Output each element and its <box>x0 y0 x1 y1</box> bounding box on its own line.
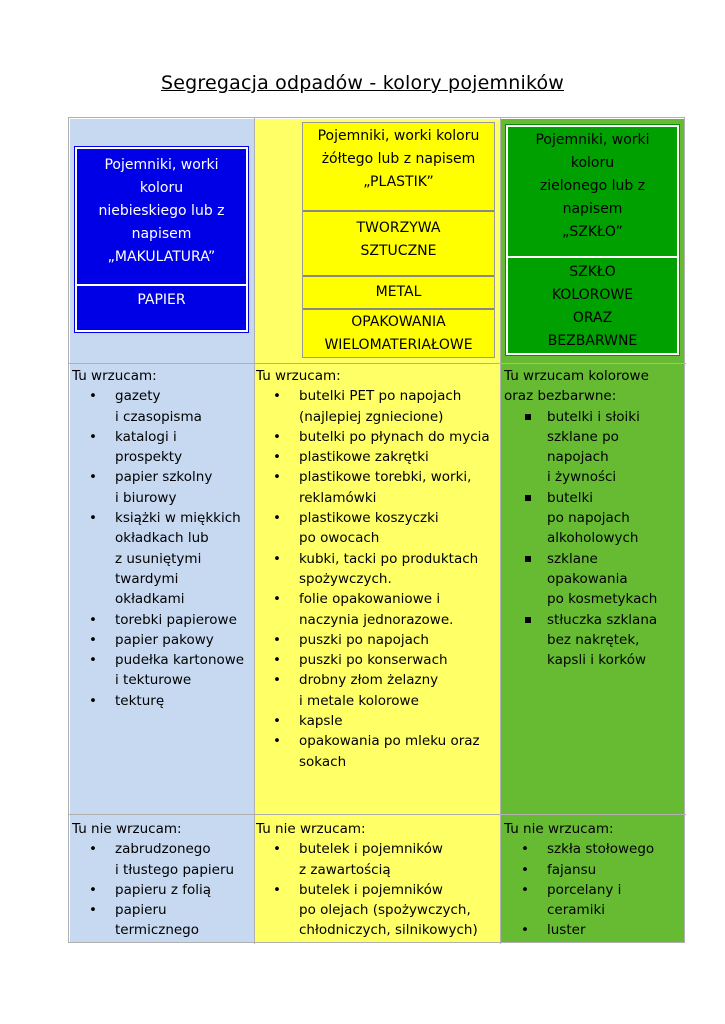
list-item <box>504 860 684 880</box>
list-item-line: opakowania <box>547 570 628 587</box>
list-item-line: drobny złom żelazny <box>299 672 439 689</box>
box-separator <box>303 275 494 277</box>
list-item-line: butelki <box>547 489 594 506</box>
list-item-line: z usuniętymi <box>115 550 202 567</box>
list-item <box>256 508 499 549</box>
bullet-icon: • <box>273 652 281 669</box>
list-item <box>256 650 499 670</box>
box-separator <box>303 308 494 310</box>
list-item <box>72 467 252 508</box>
list-item-line: papieru z folią <box>115 881 212 898</box>
list-item-line: twardymi <box>115 570 179 587</box>
bullet-icon: • <box>273 631 281 648</box>
glass-label-line: BEZBARWNE <box>547 333 638 349</box>
bullet-icon: • <box>521 861 529 878</box>
glass-label-line: SZKŁO <box>569 264 616 280</box>
box-separator <box>508 256 677 258</box>
list-item <box>504 839 684 859</box>
list-item-line: plastikowe koszyczki <box>299 510 439 527</box>
bullet-icon: • <box>273 733 281 750</box>
plastic-box-line: Pojemniki, worki koloru <box>317 128 480 144</box>
glass-no-items <box>504 839 684 940</box>
list-item-line: prospekty <box>115 449 183 466</box>
list-item <box>504 407 684 488</box>
glass-box-line: napisem <box>562 201 623 217</box>
list-item-line: butelek i pojemników <box>299 881 443 898</box>
grid-line <box>69 814 686 815</box>
list-item <box>72 630 252 650</box>
plastic-yes-list <box>256 366 499 772</box>
bullet-icon: • <box>273 841 281 858</box>
list-item-line: po napojach <box>547 510 630 527</box>
list-item-line: tekturę <box>115 692 165 709</box>
bullet-icon: • <box>273 672 281 689</box>
list-item <box>504 549 684 610</box>
glass-box-line: Pojemniki, worki <box>535 132 650 148</box>
paper-box-line: niebieskiego lub z <box>98 203 225 219</box>
square-bullet-icon <box>525 414 531 420</box>
list-item-line: spożywczych. <box>299 570 392 587</box>
bullet-icon: • <box>273 881 281 898</box>
square-bullet-icon <box>525 556 531 562</box>
bullet-icon: • <box>89 510 97 527</box>
list-item-line: bez nakrętek, <box>547 631 640 648</box>
paper-yes-items <box>72 386 252 711</box>
list-item <box>256 670 499 711</box>
list-item <box>72 839 252 880</box>
paper-box-line: „MAKULATURA” <box>107 249 216 265</box>
bullet-icon: • <box>89 469 97 486</box>
list-item-line: naczynia jednorazowe. <box>299 611 454 628</box>
list-item-line: okładkach lub <box>115 530 209 547</box>
list-item <box>504 920 684 940</box>
plastic-label-line: SZTUCZNE <box>360 243 437 259</box>
bullet-icon: • <box>89 631 97 648</box>
list-item-line: z zawartością <box>299 861 391 878</box>
list-item-line: kubki, tacki po produktach <box>299 550 479 567</box>
list-item-line: okładkami <box>115 591 185 608</box>
list-item <box>256 549 499 590</box>
square-bullet-icon <box>525 617 531 623</box>
glass-yes-list <box>504 366 684 670</box>
page-title: Segregacja odpadów - kolory pojemników <box>160 72 565 94</box>
list-item-line: sokach <box>299 753 347 770</box>
list-item-line: po owocach <box>299 530 380 547</box>
paper-no-list <box>72 819 252 941</box>
bullet-icon: • <box>521 922 529 939</box>
list-item <box>72 691 252 711</box>
paper-no-items <box>72 839 252 940</box>
list-item-line: alkoholowych <box>547 530 639 547</box>
glass-box-line: koloru <box>570 155 615 171</box>
glass-label-line: KOLOROWE <box>551 287 634 303</box>
list-item-line: butelki i słoiki <box>547 408 640 425</box>
list-item-line: książki w miękkich <box>115 510 241 527</box>
bullet-icon: • <box>89 611 97 628</box>
list-item-line: napojach <box>547 449 609 466</box>
list-item <box>256 630 499 650</box>
bullet-icon: • <box>273 713 281 730</box>
paper-label: PAPIER <box>137 292 186 308</box>
glass-box-line: „SZKŁO” <box>562 224 623 240</box>
bullet-icon: • <box>273 449 281 466</box>
paper-yes-list <box>72 366 252 711</box>
list-item-line: folie opakowaniowe i <box>299 591 441 608</box>
plastic-no-header: Tu nie wrzucam: <box>256 821 366 837</box>
list-item <box>72 508 252 609</box>
list-item-line: reklamówki <box>299 489 377 506</box>
bullet-icon: • <box>89 881 97 898</box>
list-item-line: katalogi i <box>115 428 177 445</box>
bullet-icon: • <box>521 841 529 858</box>
bullet-icon: • <box>89 388 97 405</box>
bullet-icon: • <box>89 428 97 445</box>
plastic-no-list <box>256 819 499 941</box>
bullet-icon: • <box>273 469 281 486</box>
list-item-line: stłuczka szklana <box>547 611 658 628</box>
bullet-icon: • <box>89 652 97 669</box>
box-separator <box>303 210 494 212</box>
paper-box-line: napisem <box>131 226 192 242</box>
plastic-yes-items <box>256 386 499 772</box>
bullet-icon: • <box>89 902 97 919</box>
list-item-line: termicznego <box>115 922 200 939</box>
list-item <box>72 386 252 427</box>
bullet-icon: • <box>89 841 97 858</box>
list-item-line: i tekturowe <box>115 672 192 689</box>
glass-no-list <box>504 819 684 941</box>
bullet-icon: • <box>273 510 281 527</box>
list-item <box>256 467 499 508</box>
bullet-icon: • <box>273 428 281 445</box>
list-item-line: plastikowe zakrętki <box>299 449 429 466</box>
list-item <box>256 589 499 630</box>
list-item <box>504 610 684 671</box>
list-item <box>72 427 252 468</box>
list-item-line: puszki po napojach <box>299 631 429 648</box>
list-item-line: po kosmetykach <box>547 591 658 608</box>
list-item <box>256 731 499 772</box>
list-item <box>256 386 499 427</box>
grid-line <box>500 118 501 944</box>
list-item <box>72 610 252 630</box>
list-item-line: porcelany i <box>547 881 622 898</box>
glass-yes-header: Tu wrzucam kolorowe <box>504 368 649 384</box>
bullet-icon: • <box>273 591 281 608</box>
glass-yes-header: oraz bezbarwne: <box>504 388 617 405</box>
multimaterial-label-line: WIELOMATERIAŁOWE <box>324 337 473 353</box>
list-item-line: (najlepiej zgniecione) <box>299 408 444 425</box>
list-item-line: butelek i pojemników <box>299 841 443 858</box>
glass-no-header: Tu nie wrzucam: <box>504 821 614 837</box>
list-item-line: po olejach (spożywczych, <box>299 902 471 919</box>
plastic-yes-header: Tu wrzucam: <box>256 368 341 384</box>
list-item-line: opakowania po mleku oraz <box>299 733 480 750</box>
glass-yes-items <box>504 407 684 671</box>
list-item-line: puszki po konserwach <box>299 652 448 669</box>
list-item-line: papieru <box>115 902 167 919</box>
list-item-line: i metale kolorowe <box>299 692 419 709</box>
list-item-line: gazety <box>115 388 161 405</box>
list-item <box>256 447 499 467</box>
glass-label-line: ORAZ <box>572 310 613 326</box>
list-item-line: szklane po <box>547 428 619 445</box>
list-item-line: i tłustego papieru <box>115 861 235 878</box>
list-item-line: papier szkolny <box>115 469 213 486</box>
list-item <box>256 839 499 880</box>
plastic-box-line: „PLASTIK” <box>363 174 434 190</box>
list-item-line: pudełka kartonowe <box>115 652 245 669</box>
list-item-line: ceramiki <box>547 902 606 919</box>
list-item-line: butelki po płynach do mycia <box>299 428 490 445</box>
paper-no-header: Tu nie wrzucam: <box>72 821 182 837</box>
paper-yes-header: Tu wrzucam: <box>72 368 157 384</box>
plastic-bin-box <box>302 122 495 358</box>
list-item <box>256 427 499 447</box>
multimaterial-label-line: OPAKOWANIA <box>351 314 446 330</box>
list-item <box>504 488 684 549</box>
grid-line <box>254 118 255 944</box>
list-item-line: kapsli i korków <box>547 652 647 669</box>
bullet-icon: • <box>89 692 97 709</box>
list-item <box>72 900 252 941</box>
paper-box-line: koloru <box>139 180 184 196</box>
list-item-line: kapsle <box>299 713 343 730</box>
glass-bin-box <box>506 125 679 355</box>
glass-box-line: zielonego lub z <box>539 178 646 194</box>
list-item-line: plastikowe torebki, worki, <box>299 469 472 486</box>
list-item <box>72 650 252 691</box>
list-item <box>72 880 252 900</box>
list-item-line: i żywności <box>547 469 617 486</box>
paper-box-line: Pojemniki, worki <box>104 157 219 173</box>
paper-bin-box <box>75 147 248 332</box>
plastic-no-items <box>256 839 499 940</box>
list-item-line: chłodniczych, silnikowych) <box>299 922 478 939</box>
list-item-line: szkła stołowego <box>547 841 655 858</box>
list-item-line: fajansu <box>547 861 597 878</box>
list-item-line: szklane <box>547 550 598 567</box>
plastic-label-line: TWORZYWA <box>356 220 441 236</box>
plastic-box-line: żółtego lub z napisem <box>321 151 476 167</box>
list-item <box>504 880 684 921</box>
list-item-line: torebki papierowe <box>115 611 237 628</box>
list-item-line: butelki PET po napojach <box>299 388 462 405</box>
list-item-line: papier pakowy <box>115 631 214 648</box>
metal-label: METAL <box>375 284 422 300</box>
list-item <box>256 880 499 941</box>
list-item <box>256 711 499 731</box>
list-item-line: i biurowy <box>115 489 177 506</box>
bullet-icon: • <box>273 550 281 567</box>
list-item-line: luster <box>547 922 586 939</box>
bullet-icon: • <box>273 388 281 405</box>
box-separator <box>77 284 246 286</box>
bullet-icon: • <box>521 881 529 898</box>
list-item-line: zabrudzonego <box>115 841 211 858</box>
square-bullet-icon <box>525 495 531 501</box>
list-item-line: i czasopisma <box>115 408 202 425</box>
grid-line <box>69 363 686 364</box>
